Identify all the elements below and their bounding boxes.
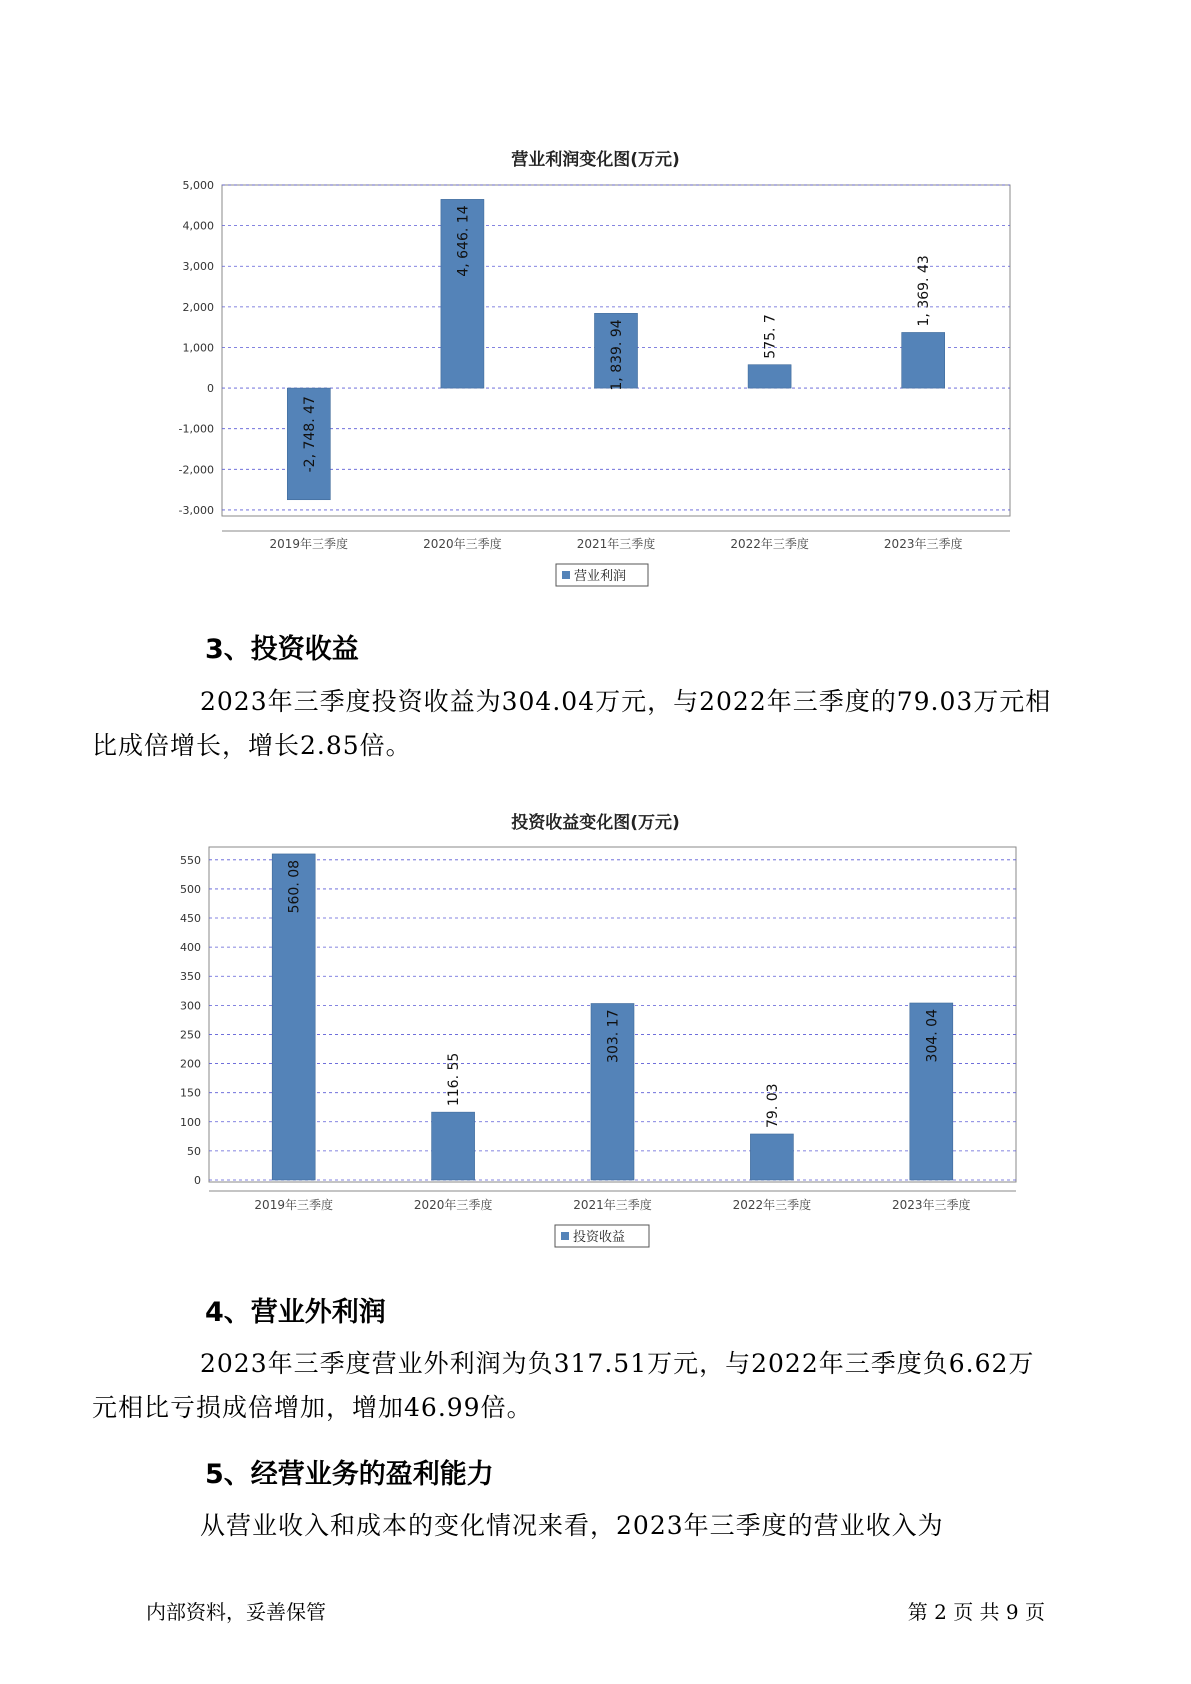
y-tick-label: 300: [180, 999, 201, 1013]
y-tick-label: 0: [194, 1174, 201, 1187]
x-tick-label: 2021年三季度: [576, 537, 656, 551]
y-tick-label: 2,000: [182, 300, 214, 314]
section-heading-investment-income: 3、投资收益: [205, 634, 359, 665]
y-tick-label: 5,000: [182, 179, 214, 192]
x-tick-label: 2023年三季度: [883, 537, 963, 551]
data-label: 1, 839. 94: [609, 319, 625, 391]
x-tick-label: 2020年三季度: [423, 537, 502, 551]
y-tick-label: 0: [207, 382, 214, 396]
data-label: 79. 03: [764, 1083, 781, 1128]
x-tick-label: 2022年三季度: [730, 537, 809, 551]
y-tick-label: 500: [180, 882, 201, 896]
y-tick-label: 400: [180, 941, 201, 955]
bar: [750, 1134, 793, 1180]
data-label: -2, 748. 47: [301, 396, 318, 473]
data-label: 116. 55: [446, 1052, 463, 1107]
y-tick-label: 150: [180, 1086, 201, 1100]
y-tick-label: 1,000: [182, 341, 214, 355]
paragraph-line: 2023年三季度营业外利润为负317.51万元，与2022年三季度负6.62万: [200, 1349, 1035, 1378]
y-tick-label: 50: [187, 1144, 201, 1158]
x-tick-label: 2022年三季度: [732, 1198, 812, 1212]
paragraph-profitability: [146, 1504, 1056, 1548]
paragraph-line: 2023年三季度投资收益为304.04万元，与2022年三季度的79.03万元相: [200, 687, 1052, 716]
y-tick-label: 100: [180, 1115, 201, 1129]
paragraph-line: 从营业收入和成本的变化情况来看，2023年三季度的营业收入为: [200, 1511, 944, 1540]
data-label: 303. 17: [605, 1009, 622, 1063]
x-tick-label: 2019年三季度: [269, 537, 349, 551]
data-label: 560. 08: [286, 859, 303, 914]
paragraph-line: 比成倍增长，增长2.85倍。: [92, 731, 412, 760]
y-tick-label: 250: [180, 1028, 201, 1042]
y-tick-label: -2,000: [178, 463, 214, 477]
y-tick-label: 3,000: [182, 260, 214, 274]
x-tick-label: 2023年三季度: [892, 1198, 971, 1212]
data-label: 575. 7: [762, 314, 779, 359]
x-tick-label: 2021年三季度: [573, 1198, 652, 1212]
chart-title-operating-profit: 营业利润变化图(万元): [511, 150, 680, 170]
x-tick-label: 2020年三季度: [413, 1198, 493, 1212]
data-label: 4, 646. 14: [455, 205, 472, 277]
y-tick-label: 450: [180, 912, 201, 926]
footer-confidential: 内部资料，妥善保管: [146, 1600, 326, 1624]
legend-label: 投资收益: [573, 1230, 626, 1245]
paragraph-line: 元相比亏损成倍增加，增加46.99倍。: [92, 1393, 533, 1422]
section-heading-non-operating-profit: 4、营业外利润: [205, 1297, 386, 1328]
section-heading-profitability: 5、经营业务的盈利能力: [205, 1459, 494, 1490]
data-label: 1, 369. 43: [916, 255, 933, 327]
y-tick-label: 550: [180, 853, 201, 867]
legend-label: 营业利润: [574, 569, 627, 584]
y-tick-label: 200: [180, 1057, 201, 1071]
chart-title-investment-income: 投资收益变化图(万元): [511, 813, 680, 833]
legend-swatch: [561, 1232, 569, 1240]
y-tick-label: 350: [180, 970, 201, 984]
y-tick-label: 4,000: [182, 219, 214, 233]
y-tick-label: -1,000: [178, 422, 214, 436]
y-tick-label: -3,000: [178, 503, 214, 517]
footer-page-number: 第 2 页 共 9 页: [907, 1600, 1045, 1624]
x-tick-label: 2019年三季度: [254, 1198, 333, 1212]
bar: [432, 1112, 475, 1180]
paragraph-non-operating-profit: [92, 1342, 1056, 1430]
data-label: 304. 04: [924, 1008, 941, 1063]
